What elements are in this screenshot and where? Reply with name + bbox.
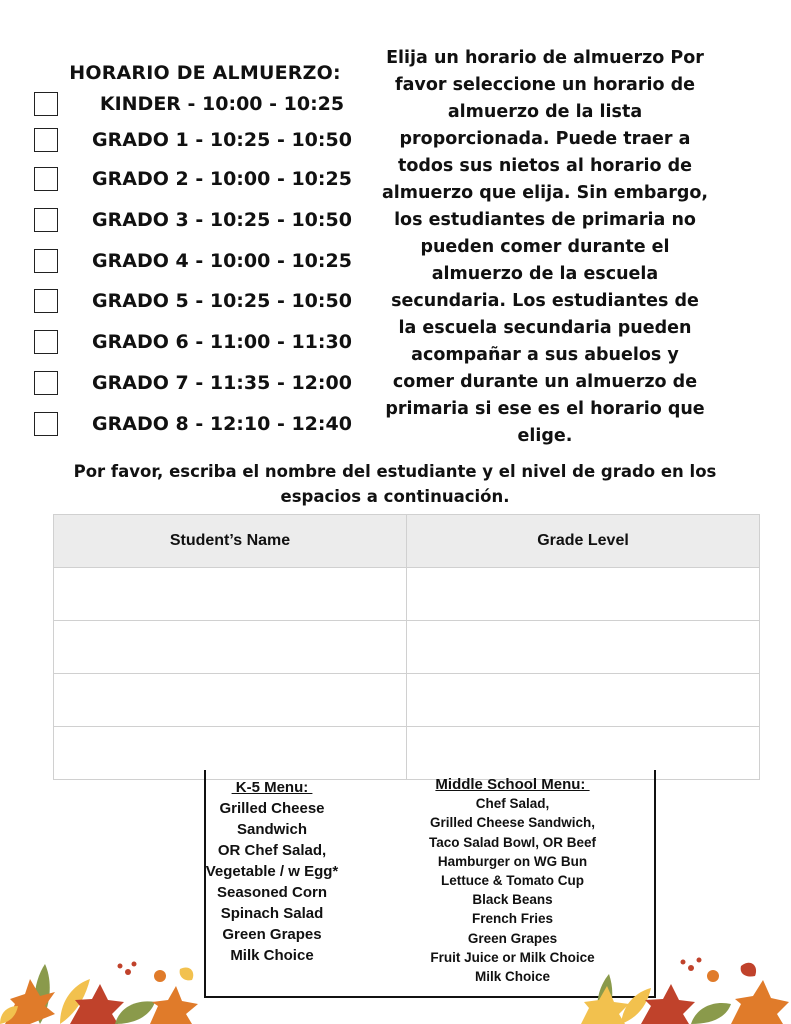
grade-level-cell[interactable] bbox=[407, 621, 760, 674]
schedule-option-label: GRADO 3 - 10:25 - 10:50 bbox=[92, 209, 352, 231]
checkbox[interactable] bbox=[34, 412, 58, 436]
table-row bbox=[54, 674, 760, 727]
menu-item: Milk Choice bbox=[230, 947, 314, 964]
menu-item: Black Beans bbox=[472, 892, 553, 908]
schedule-option-label: GRADO 1 - 10:25 - 10:50 bbox=[92, 129, 352, 151]
table-row bbox=[54, 568, 760, 621]
schedule-option-label: GRADO 5 - 10:25 - 10:50 bbox=[92, 290, 352, 312]
menu-item: Milk Choice bbox=[474, 969, 550, 985]
checkbox[interactable] bbox=[34, 330, 58, 354]
menu-item: Lettuce & Tomato Cup bbox=[441, 873, 584, 889]
table-row bbox=[54, 621, 760, 674]
schedule-option-kinder[interactable] bbox=[34, 92, 374, 120]
menu-item: French Fries bbox=[471, 911, 554, 927]
k5-menu bbox=[192, 777, 352, 966]
menu-item: Sandwich bbox=[236, 821, 307, 838]
schedule-option-grado-6[interactable] bbox=[34, 330, 374, 358]
schedule-option-label: GRADO 6 - 11:00 - 11:30 bbox=[92, 331, 352, 353]
autumn-leaves-right-icon bbox=[581, 944, 791, 1024]
schedule-info-text: Elija un horario de almuerzo Por favor seleccione un horario de almuerzo de la lista proporcionada. Puede traer a todos sus nietos al horario de almuerzo que elija. Sin embargo, los estudiantes de primaria no pueden comer durante el almuerzo de la escuela secundaria. Los estudiantes de la escuela secundaria pueden acompañar a sus abuelos y comer durante un almuerzo de primaria si ese es el horario que elige. bbox=[381, 48, 709, 446]
schedule-option-grado-7[interactable] bbox=[34, 371, 374, 399]
menu-item: Green Grapes bbox=[222, 926, 322, 943]
k5-menu-title: K-5 Menu: bbox=[231, 779, 313, 796]
table-header-row bbox=[54, 515, 760, 568]
grade-level-cell[interactable] bbox=[407, 568, 760, 621]
student-name-cell[interactable] bbox=[54, 568, 407, 621]
checkbox[interactable] bbox=[34, 289, 58, 313]
schedule-option-label: GRADO 4 - 10:00 - 10:25 bbox=[92, 250, 352, 272]
checkbox[interactable] bbox=[34, 128, 58, 152]
checkbox[interactable] bbox=[34, 249, 58, 273]
schedule-option-label: KINDER - 10:00 - 10:25 bbox=[99, 93, 345, 115]
menu-item: Seasoned Corn bbox=[216, 884, 328, 901]
menu-item: Grilled Cheese bbox=[219, 800, 325, 817]
schedule-option-label: GRADO 7 - 11:35 - 12:00 bbox=[92, 372, 352, 394]
form-instructions: Por favor, escriba el nombre del estudiante y el nivel de grado en los espacios a continuación. bbox=[73, 462, 717, 506]
menu-item: Green Grapes bbox=[467, 930, 558, 946]
schedule-option-label: GRADO 8 - 12:10 - 12:40 bbox=[92, 413, 352, 435]
student-grade-table bbox=[53, 514, 760, 780]
schedule-option-grado-4[interactable] bbox=[34, 249, 374, 277]
checkbox[interactable] bbox=[34, 371, 58, 395]
menu-item: Grilled Cheese Sandwich, bbox=[429, 815, 596, 831]
schedule-option-grado-8[interactable] bbox=[34, 412, 374, 440]
header-student-name: Student’s Name bbox=[54, 515, 407, 568]
student-name-cell[interactable] bbox=[54, 621, 407, 674]
autumn-leaves-left-icon bbox=[0, 944, 230, 1024]
schedule-title: HORARIO DE ALMUERZO: bbox=[69, 62, 341, 84]
menu-item: OR Chef Salad, bbox=[217, 842, 327, 859]
menu-item: Chef Salad, bbox=[475, 796, 550, 812]
checkbox[interactable] bbox=[34, 167, 58, 191]
grade-level-cell[interactable] bbox=[407, 674, 760, 727]
middle-school-menu-title: Middle School Menu: bbox=[435, 776, 590, 793]
schedule-option-grado-1[interactable] bbox=[34, 128, 374, 156]
header-grade-level: Grade Level bbox=[407, 515, 760, 568]
menu-item: Spinach Salad bbox=[220, 905, 324, 922]
menu-item: Hamburger on WG Bun bbox=[437, 853, 588, 869]
menu-item: Fruit Juice or Milk Choice bbox=[430, 949, 595, 965]
checkbox[interactable] bbox=[34, 92, 58, 116]
schedule-option-grado-2[interactable] bbox=[34, 167, 374, 195]
menu-item: Taco Salad Bowl, OR Beef bbox=[428, 834, 597, 850]
schedule-option-label: GRADO 2 - 10:00 - 10:25 bbox=[92, 168, 352, 190]
schedule-option-grado-5[interactable] bbox=[34, 289, 374, 317]
menu-item: Vegetable / w Egg* bbox=[205, 863, 339, 880]
checkbox[interactable] bbox=[34, 208, 58, 232]
schedule-option-grado-3[interactable] bbox=[34, 208, 374, 236]
student-name-cell[interactable] bbox=[54, 674, 407, 727]
